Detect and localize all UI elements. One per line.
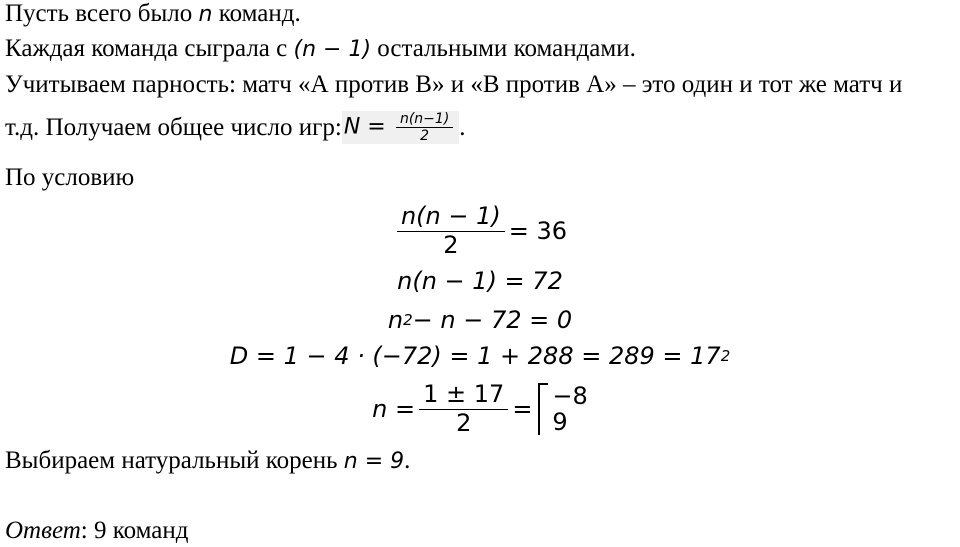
formula-total-games bbox=[342, 111, 459, 144]
equation-4 bbox=[0, 338, 960, 374]
root-math: n = 9 bbox=[343, 449, 405, 474]
eq3-base: n bbox=[387, 306, 404, 334]
line2-tail: остальными командами. bbox=[371, 35, 636, 62]
line4-tail: . bbox=[459, 113, 466, 141]
eq5-options bbox=[552, 383, 587, 436]
equation-2 bbox=[0, 264, 960, 298]
fraction-numerator: n(n−1) bbox=[396, 111, 453, 128]
fraction-denominator: 2 bbox=[420, 128, 430, 145]
eq5-denominator: 2 bbox=[456, 408, 472, 437]
answer-label: Ответ bbox=[5, 517, 81, 544]
answer-value: 9 команд bbox=[93, 517, 189, 544]
eq5-option-1: −8 bbox=[552, 381, 588, 410]
eq5-numerator: 1 ± 17 bbox=[419, 381, 508, 410]
line1-text: Пусть всего было bbox=[5, 0, 199, 27]
eq1-numerator: n(n − 1) bbox=[397, 203, 505, 232]
eq2-text: n(n − 1) = 72 bbox=[397, 267, 563, 295]
text-line-root bbox=[5, 445, 410, 478]
eq1-rhs: = 36 bbox=[508, 217, 568, 245]
text-line-teams bbox=[5, 0, 301, 31]
line5-text: По условию bbox=[5, 164, 135, 191]
root-text: Выбираем натуральный корень bbox=[5, 447, 344, 474]
formula-lhs: N = bbox=[343, 114, 386, 140]
text-line-pairs bbox=[5, 69, 902, 101]
eq5-solution-set bbox=[538, 383, 587, 436]
eq3-exponent: 2 bbox=[403, 311, 413, 329]
line3-text: Учитываем парность: матч «А против В» и «В против А» – это один и тот же матч и bbox=[5, 71, 903, 98]
eq4-main: D = 1 − 4 · (−72) = 1 + 288 = 289 = 17 bbox=[229, 342, 721, 370]
line2-text: Каждая команда сыграла с bbox=[5, 35, 294, 62]
line4-text: т.д. Получаем общее число игр: bbox=[5, 113, 342, 141]
text-line-played bbox=[5, 33, 636, 66]
equation-1 bbox=[0, 196, 960, 266]
text-line-total bbox=[5, 111, 466, 144]
root-tail: . bbox=[404, 447, 411, 474]
variable-n: n bbox=[198, 2, 213, 27]
eq5-equals: = bbox=[512, 395, 533, 423]
formula-fraction bbox=[396, 111, 453, 144]
eq4-exponent: 2 bbox=[720, 347, 731, 365]
eq3-rest: − n − 72 = 0 bbox=[412, 306, 573, 334]
equation-3 bbox=[0, 302, 960, 338]
line1-tail: команд. bbox=[212, 0, 301, 27]
answer-colon: : bbox=[80, 517, 94, 544]
eq1-fraction bbox=[397, 203, 505, 259]
bracket-icon bbox=[538, 383, 548, 436]
eq1-denominator: 2 bbox=[443, 230, 459, 259]
text-line-condition bbox=[5, 162, 134, 194]
math-n-minus-1: (n − 1) bbox=[293, 37, 372, 62]
eq5-option-2: 9 bbox=[552, 408, 568, 436]
eq5-lhs: n = bbox=[372, 395, 416, 423]
answer-line bbox=[5, 515, 188, 547]
equation-5 bbox=[0, 376, 960, 442]
eq5-fraction bbox=[419, 381, 508, 437]
